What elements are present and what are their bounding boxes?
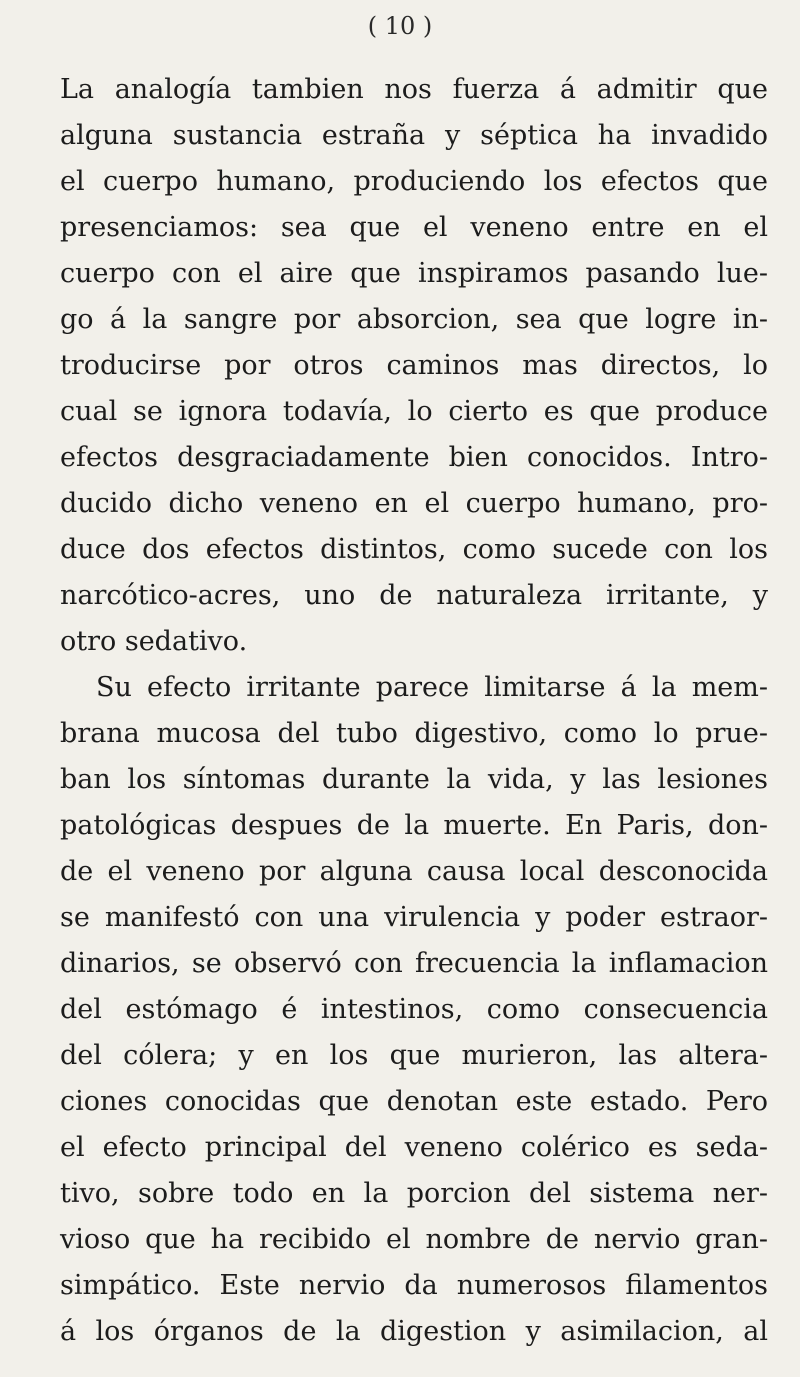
text-line: vioso que ha recibido el nombre de nervio gran- <box>60 1224 768 1255</box>
text-line: go á la sangre por absorcion, sea que logre in- <box>60 304 768 335</box>
text-line: ban los síntomas durante la vida, y las lesiones <box>60 764 768 795</box>
text-line: brana mucosa del tubo digestivo, como lo prue- <box>60 718 768 749</box>
text-line: á los órganos de la digestion y asimilacion, al <box>60 1316 768 1347</box>
text-line: patológicas despues de la muerte. En Paris, don- <box>60 810 768 841</box>
text-line: el efecto principal del veneno colérico es seda- <box>60 1132 768 1163</box>
text-line: el cuerpo humano, produciendo los efectos que <box>60 166 768 197</box>
text-line: de el veneno por alguna causa local desconocida <box>60 856 768 887</box>
text-line: simpático. Este nervio da numerosos filamentos <box>60 1270 768 1301</box>
text-line: efectos desgraciadamente bien conocidos. Intro- <box>60 442 768 473</box>
text-line: cual se ignora todavía, lo cierto es que produce <box>60 396 768 427</box>
text-line: cuerpo con el aire que inspiramos pasando lue- <box>60 258 768 289</box>
text-line: tivo, sobre todo en la porcion del sistema ner- <box>60 1178 768 1209</box>
text-line: alguna sustancia estraña y séptica ha invadido <box>60 120 768 151</box>
text-line: presenciamos: sea que el veneno entre en el <box>60 212 768 243</box>
text-line: narcótico-acres, uno de naturaleza irritante, y <box>60 580 768 611</box>
text-line: La analogía tambien nos fuerza á admitir que <box>60 74 768 105</box>
text-line: duce dos efectos distintos, como sucede con los <box>60 534 768 565</box>
text-line: del estómago é intestinos, como consecuencia <box>60 994 768 1025</box>
text-line: se manifestó con una virulencia y poder estraor- <box>60 902 768 933</box>
page-number: ( 10 ) <box>367 12 433 40</box>
text-line: dinarios, se observó con frecuencia la inflamacion <box>60 948 768 979</box>
text-line: del cólera; y en los que murieron, las altera- <box>60 1040 768 1071</box>
text-line: troducirse por otros caminos mas directos, lo <box>60 350 768 381</box>
text-line: ducido dicho veneno en el cuerpo humano, pro- <box>60 488 768 519</box>
text-line: otro sedativo. <box>60 626 248 657</box>
text-line: Su efecto irritante parece limitarse á la mem- <box>96 672 768 703</box>
text-line: ciones conocidas que denotan este estado. Pero <box>60 1086 768 1117</box>
